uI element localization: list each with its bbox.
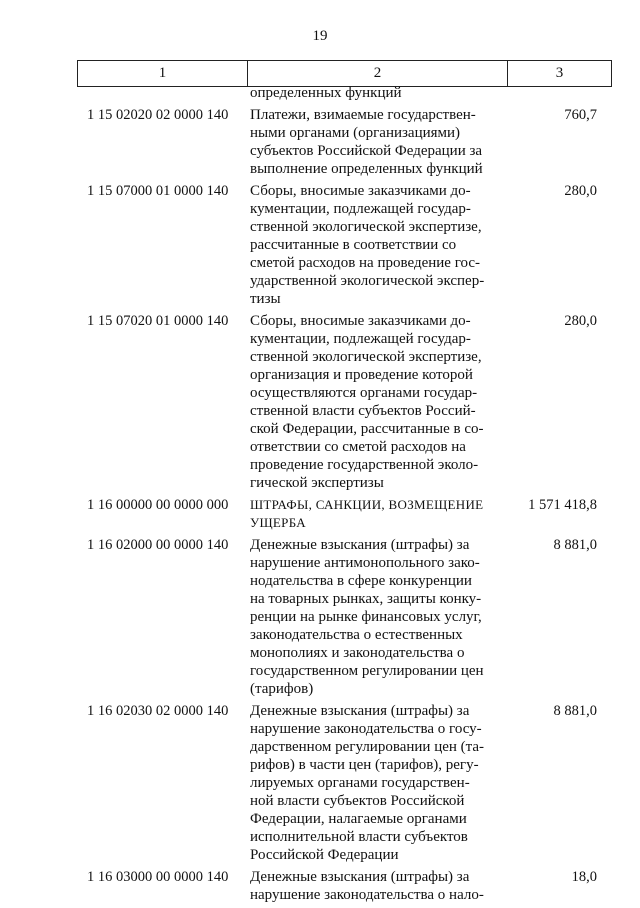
budget-code: 1 15 07000 01 0000 140 <box>87 183 229 199</box>
budget-code: 1 16 02030 02 0000 140 <box>87 703 229 719</box>
income-description: ШТРАФЫ, САНКЦИИ, ВОЗМЕЩЕНИЕ УЩЕРБА <box>250 497 484 530</box>
income-description: Платежи, взимаемые государствен- ными органами (организациями) субъектов Российской Федерации за выполнение определенных функций <box>250 107 483 177</box>
table-row <box>0 868 640 904</box>
table-row <box>0 536 640 698</box>
table-row <box>0 106 640 178</box>
income-description: Денежные взыскания (штрафы) за нарушение антимонопольного зако- нодательства в сфере конкуренции на товарных рынках, защиты конку- ренции на рынке финансовых услуг, законодательства о естественных монополиях и законодательства о государственном регулировании цен (тарифов) <box>250 537 484 697</box>
amount: 280,0 <box>564 313 597 329</box>
budget-code: 1 15 02020 02 0000 140 <box>87 107 229 123</box>
header-col-3: 3 <box>508 61 612 87</box>
table-body <box>0 84 640 908</box>
income-description: Денежные взыскания (штрафы) за нарушение законодательства о госу- дарственном регулировании цен (та- рифов) в части цен (тарифов), регу- лируемых органами государствен- ной власти субъектов Российской Федерации, налагаемые органами исполнительной власти субъектов Российской Федерации <box>250 703 485 863</box>
table-header <box>77 60 612 87</box>
amount: 280,0 <box>564 183 597 199</box>
header-col-1: 1 <box>78 61 248 87</box>
continuation-row <box>0 84 640 102</box>
amount: 760,7 <box>564 107 597 123</box>
amount: 18,0 <box>571 869 597 885</box>
table-row <box>0 702 640 864</box>
budget-code: 1 16 00000 00 0000 000 <box>87 497 229 513</box>
header-col-2: 2 <box>248 61 508 87</box>
table-row <box>0 182 640 308</box>
income-description: Сборы, вносимые заказчиками до- кументации, подлежащей государ- ственной экологической экспертизе, организация и проведение которой осуществляются органами государ- ственной власти субъектов Россий- ской Федерации, рассчитанные в со- ответствии со сметой расходов на проведение государственной эколо- гической экспертизы <box>250 313 484 491</box>
income-description: Сборы, вносимые заказчиками до- кументации, подлежащей государ- ственной экологической экспертизе, рассчитанные в соответствии со сметой расходов на проведение гос- ударственной экологической экспер- тизы <box>250 183 485 307</box>
table-row <box>0 312 640 492</box>
amount: 8 881,0 <box>553 537 597 553</box>
continuation-text: определенных функций <box>250 85 402 101</box>
income-description: Денежные взыскания (штрафы) за нарушение законодательства о нало- <box>250 869 484 903</box>
table-row <box>0 496 640 532</box>
amount: 8 881,0 <box>553 703 597 719</box>
budget-code: 1 16 03000 00 0000 140 <box>87 869 229 885</box>
budget-code: 1 15 07020 01 0000 140 <box>87 313 229 329</box>
page-number: 19 <box>312 28 328 44</box>
budget-code: 1 16 02000 00 0000 140 <box>87 537 229 553</box>
amount: 1 571 418,8 <box>528 497 597 513</box>
